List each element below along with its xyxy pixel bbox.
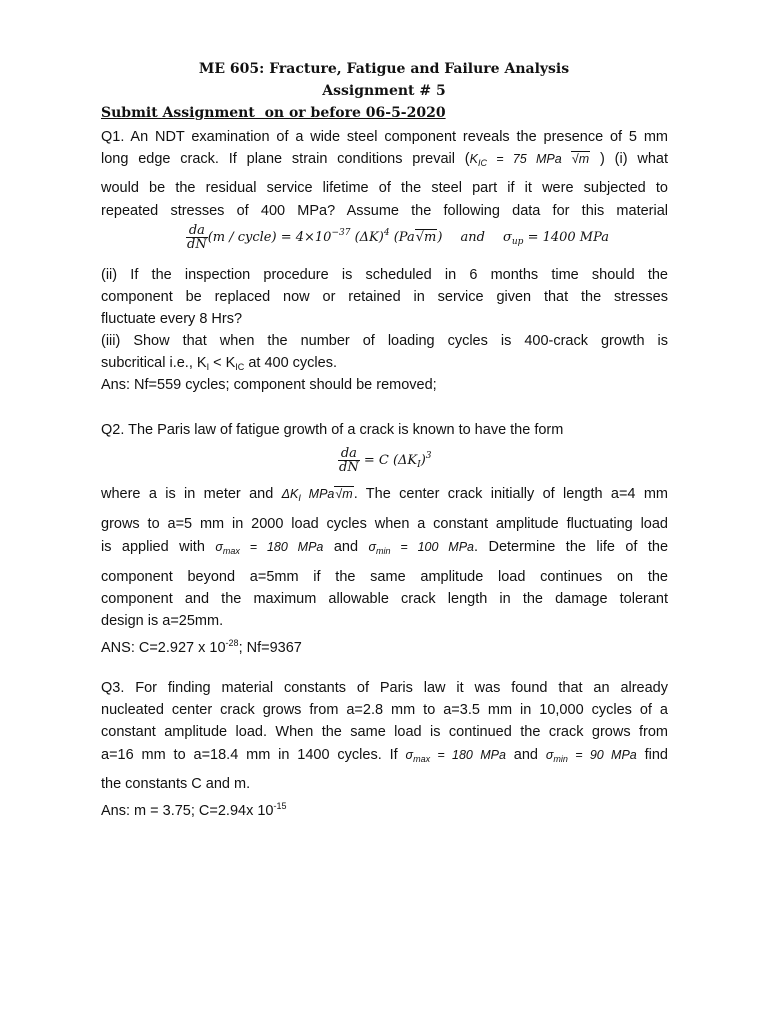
- q2-line-6: component and the maximum allowable crack length in the damage tolerant: [101, 591, 668, 607]
- q1-line-3: would be the residual service lifetime of the steel part if it were subjected to: [101, 180, 668, 196]
- q2-paris-law-equation: $\frac{da}{dN}$ = C $(\Delta K_I)^3$: [339, 446, 432, 475]
- q3-line-4: a=16 mm to a=18.4 mm in 1400 cycles. If $\sigma_{max} = 180$ MPa and $\sigma_{min} = 90$ MPa find: [101, 747, 668, 764]
- q1-line-6: component be replaced now or retained in service given that the stresses: [101, 289, 668, 305]
- course-title: ME 605: Fracture, Fatigue and Failure Analysis: [198, 61, 570, 77]
- q1-crack-growth-equation: $\frac{da}{dN}$ (m / cycle) = $4\times 10^{-37}$ $(\Delta K)^4$ (Pa√m) and $\sigma_{up} = 1400$ MPa: [187, 223, 610, 252]
- q3-line-5: the constants C and m.: [101, 776, 251, 792]
- q2-line-2: where a is in meter and $\Delta K_I$ MPa√m. The center crack initially of length a=4 mm: [101, 486, 668, 503]
- q2-line-4: is applied with $\sigma_{max} = 180$ MPa and $\sigma_{min} = 100$ MPa. Determine the life of the: [101, 539, 669, 556]
- q1-line-8: (iii) Show that when the number of loading cycles is 400-crack growth is: [101, 333, 668, 349]
- q1-line-7: fluctuate every 8 Hrs?: [101, 311, 243, 327]
- q2-line-5: component beyond a=5mm if the same amplitude load continues on the: [101, 569, 668, 585]
- q1-line-1: Q1. An NDT examination of a wide steel component reveals the presence of 5 mm: [101, 129, 668, 145]
- q2-answer: ANS: C=2.927 x $10^{-28}$; Nf=9367: [101, 638, 302, 656]
- q1-line-2: long edge crack. If plane strain conditions prevail ($K_{IC} = 75$ MPa √m ) (i) what: [101, 151, 668, 168]
- q2-line-3: grows to a=5 mm in 2000 load cycles when a constant amplitude fluctuating load: [101, 516, 668, 532]
- q1-answer: Ans: Nf=559 cycles; component should be removed;: [101, 377, 437, 393]
- q2-line-7: design is a=25mm.: [101, 613, 224, 629]
- q3-answer: Ans: m = 3.75; C=2.94x $10^{-15}$: [101, 801, 287, 819]
- q1-line-4: repeated stresses of 400 MPa? Assume the following data for this material: [101, 203, 668, 219]
- q1-line-9: subcritical i.e., $K_I < K_{IC}$ at 400 cycles.: [101, 355, 337, 372]
- sqrt-symbol: √m: [571, 152, 590, 166]
- submission-deadline: Submit Assignment on or before 06-5-2020: [101, 105, 446, 121]
- assignment-number: Assignment # 5: [322, 83, 446, 99]
- q3-line-2: nucleated center crack grows from a=2.8 mm to a=3.5 mm in 10,000 cycles of a: [101, 702, 668, 718]
- q3-line-3: constant amplitude load. When the same load is continued the crack grows from: [101, 724, 668, 740]
- q3-line-1: Q3. For finding material constants of Paris law it was found that an already: [101, 680, 668, 696]
- q2-line-1: Q2. The Paris law of fatigue growth of a crack is known to have the form: [101, 422, 564, 438]
- q1-line-5: (ii) If the inspection procedure is scheduled in 6 months time should the: [101, 267, 668, 283]
